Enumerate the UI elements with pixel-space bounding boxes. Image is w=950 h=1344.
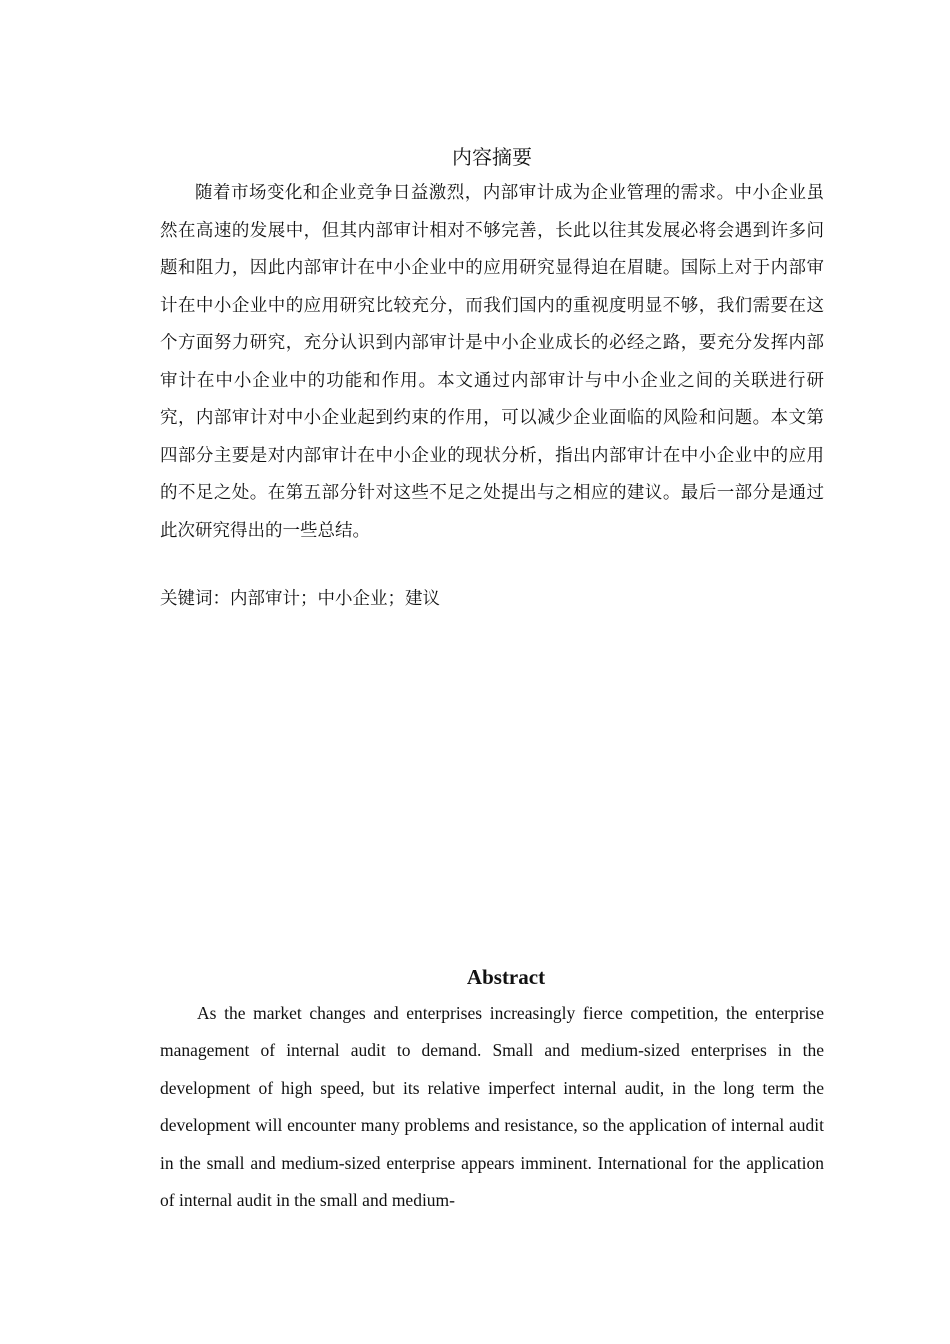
chinese-abstract-title: 内容摘要 <box>452 145 532 169</box>
english-abstract-body: As the market changes and enterprises increasingly fierce competition, the enterprise management of internal audit to demand. Small and medium-sized enterprises in the development of high speed, but its relative imperfect internal audit, in the long term the development will encounter many problems and resistance, so the application of internal audit in the small and medium-sized enterprise appears imminent. International for the application of internal audit in the small and medium- <box>160 1003 824 1211</box>
keywords-label: 关键词： <box>160 589 230 609</box>
keywords-line <box>160 582 824 615</box>
english-abstract-title: Abstract <box>466 965 546 989</box>
keywords-value: 内部审计；中小企业；建议 <box>230 589 440 609</box>
chinese-abstract-body: 随着市场变化和企业竞争日益激烈，内部审计成为企业管理的需求。中小企业虽然在高速的发展中，但其内部审计相对不够完善，长此以往其发展必将会遇到许多问题和阻力，因此内部审计在中小企业中的应用研究显得迫在眉睫。国际上对于内部审计在中小企业中的应用研究比较充分，而我们国内的重视度明显不够，我们需要在这个方面努力研究，充分认识到内部审计是中小企业成长的必经之路，要充分发挥内部审计在中小企业中的功能和作用。本文通过内部审计与中小企业之间的关联进行研究，内部审计对中小企业起到约束的作用，可以减少企业面临的风险和问题。本文第四部分主要是对内部审计在中小企业的现状分析，指出内部审计在中小企业中的应用的不足之处。在第五部分针对这些不足之处提出与之相应的建议。最后一部分是通过此次研究得出的一些总结。 <box>160 183 824 541</box>
